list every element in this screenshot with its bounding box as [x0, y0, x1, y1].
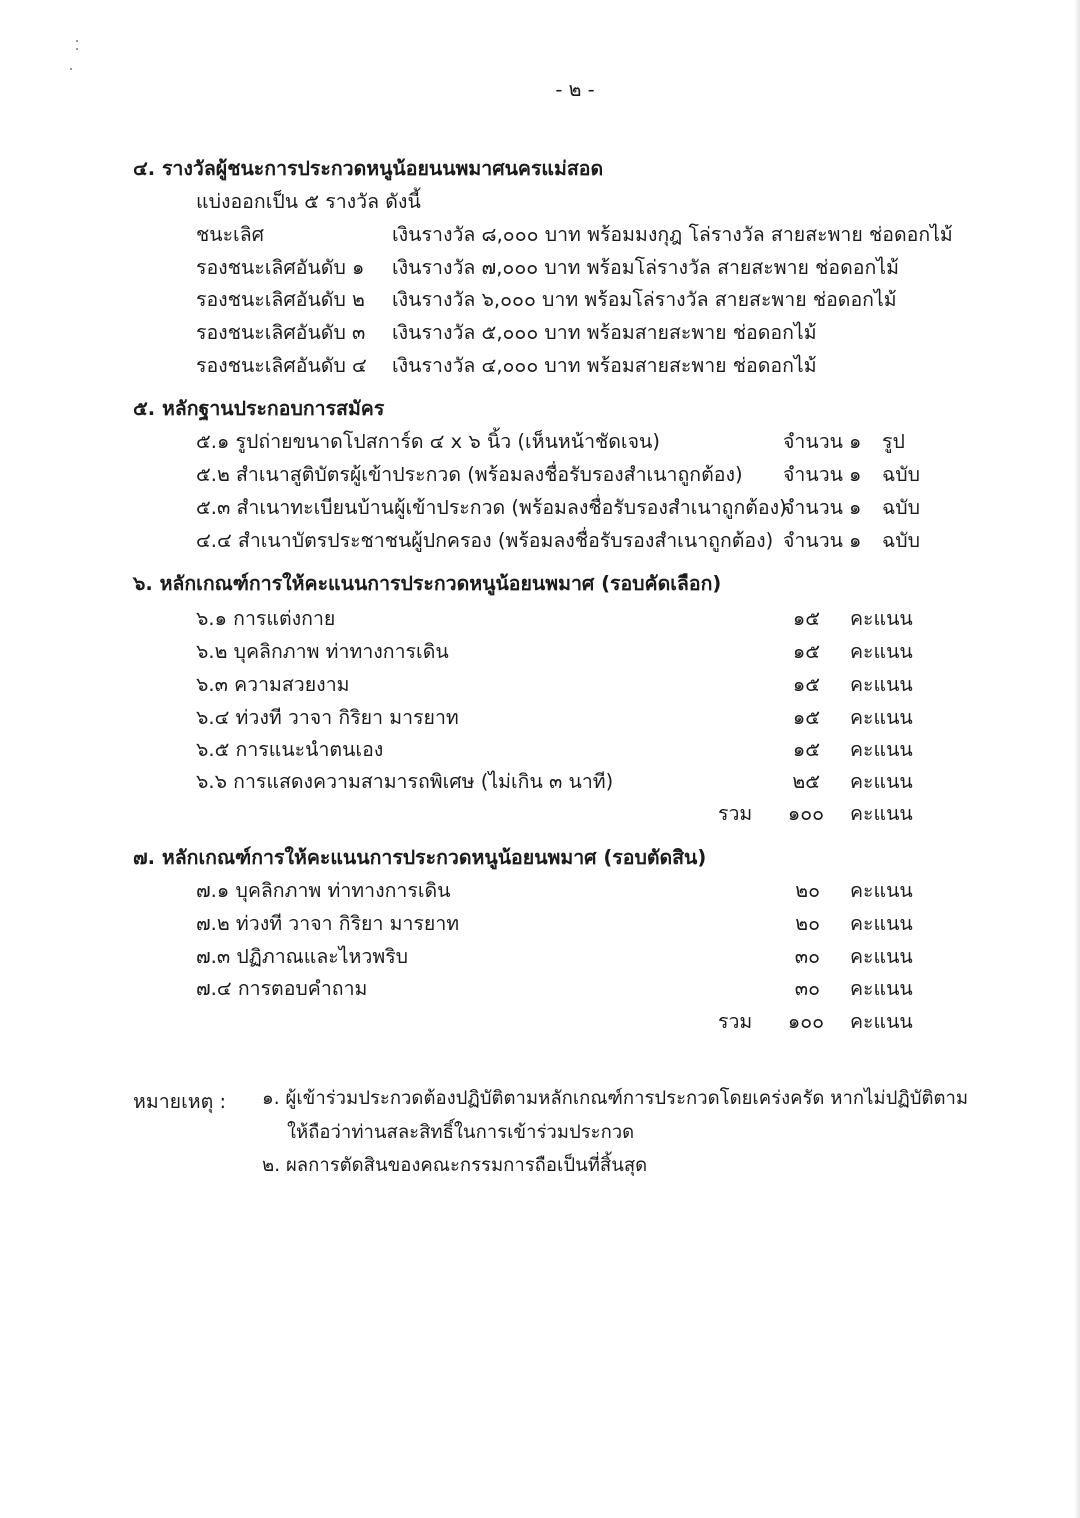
- section6-total: ๑๐๐: [787, 802, 824, 825]
- criterion-score: ๑๕: [792, 640, 820, 663]
- criterion-unit: คะแนน: [850, 640, 913, 663]
- criterion-item: ๖.๕ การแนะนำตนเอง: [196, 738, 384, 761]
- criterion-score: ๑๕: [792, 706, 820, 729]
- scan-specks: [70, 36, 82, 76]
- criterion-item: ๖.๒ บุคลิกภาพ ท่าทางการเดิน: [196, 640, 449, 663]
- criterion-unit: คะแนน: [850, 770, 913, 793]
- criterion-unit: คะแนน: [850, 673, 913, 696]
- document-quantity-label: จำนวน: [783, 430, 843, 453]
- document-item: ๔.๔ สำเนาบัตรประชาชนผู้ปกครอง (พร้อมลงชื่อรับรองสำเนาถูกต้อง): [196, 529, 774, 552]
- criterion-unit: คะแนน: [850, 706, 913, 729]
- section7-total: ๑๐๐: [787, 1010, 824, 1033]
- criterion-item: ๗.๔ การตอบคำถาม: [196, 977, 368, 1000]
- scan-speck: [70, 68, 72, 70]
- prize-rank: รองชนะเลิศอันดับ ๓: [196, 321, 366, 344]
- document-quantity-label: จำนวน: [783, 529, 843, 552]
- criterion-unit: คะแนน: [850, 738, 913, 761]
- document-unit: ฉบับ: [882, 529, 921, 552]
- document-quantity-label: จำนวน: [783, 463, 843, 486]
- section4-heading: ๔. รางวัลผู้ชนะการประกวดหนูน้อยนนพมาศนครแม่สอด: [133, 157, 604, 180]
- criterion-score: ๑๕: [792, 673, 820, 696]
- criterion-item: ๗.๑ บุคลิกภาพ ท่าทางการเดิน: [196, 879, 451, 902]
- scan-speck: [76, 40, 78, 42]
- remark-note-2: ๒. ผลการตัดสินของคณะกรรมการถือเป็นที่สิ้นสุด: [262, 1155, 648, 1176]
- criterion-unit: คะแนน: [850, 879, 913, 902]
- criterion-unit: คะแนน: [850, 607, 913, 630]
- prize-rank: รองชนะเลิศอันดับ ๔: [196, 354, 367, 377]
- criterion-item: ๗.๒ ท่วงที วาจา กิริยา มารยาท: [196, 912, 460, 935]
- section6-total-unit: คะแนน: [850, 802, 913, 825]
- scan-speck: [76, 48, 78, 50]
- criterion-item: ๖.๖ การแสดงความสามารถพิเศษ (ไม่เกิน ๓ นาที): [196, 770, 614, 793]
- section6-total-label: รวม: [718, 802, 753, 825]
- document-item: ๕.๑ รูปถ่ายขนาดโปสการ์ด ๔ x ๖ นิ้ว (เห็นหน้าชัดเจน): [196, 430, 660, 453]
- criterion-item: ๖.๔ ท่วงที วาจา กิริยา มารยาท: [196, 706, 459, 729]
- page-number: - ๒ -: [555, 78, 595, 101]
- criterion-score: ๓๐: [794, 977, 820, 1000]
- document-unit: รูป: [882, 430, 905, 453]
- document-quantity: ๑: [849, 430, 862, 453]
- section5-heading: ๕. หลักฐานประกอบการสมัคร: [133, 397, 385, 420]
- document-unit: ฉบับ: [882, 463, 921, 486]
- prize-detail: เงินรางวัล ๕,๐๐๐ บาท พร้อมสายสะพาย ช่อดอกไม้: [392, 321, 817, 344]
- prize-rank: ชนะเลิศ: [196, 223, 265, 246]
- criterion-item: ๖.๑ การแต่งกาย: [196, 607, 336, 630]
- criterion-unit: คะแนน: [850, 977, 913, 1000]
- document-quantity: ๑: [849, 463, 862, 486]
- criterion-score: ๑๕: [792, 607, 820, 630]
- prize-detail: เงินรางวัล ๖,๐๐๐ บาท พร้อมโล่รางวัล สายสะพาย ช่อดอกไม้: [392, 288, 897, 311]
- document-item: ๕.๒ สำเนาสูติบัตรผู้เข้าประกวด (พร้อมลงชื่อรับรองสำเนาถูกต้อง): [196, 463, 743, 486]
- document-quantity: ๑: [849, 529, 862, 552]
- remark-note-1: ๑. ผู้เข้าร่วมประกวดต้องปฏิบัติตามหลักเกณฑ์การประกวดโดยเคร่งครัด หากไม่ปฏิบัติตาม: [262, 1088, 969, 1109]
- criterion-item: ๗.๓ ปฏิภาณและไหวพริบ: [196, 945, 409, 968]
- criterion-score: ๒๕: [792, 770, 820, 793]
- section7-total-label: รวม: [718, 1010, 753, 1033]
- remark-note-1-continued: ให้ถือว่าท่านสละสิทธิ์ในการเข้าร่วมประกวด: [287, 1122, 635, 1143]
- criterion-score: ๑๕: [792, 738, 820, 761]
- criterion-item: ๖.๓ ความสวยงาม: [196, 673, 350, 696]
- prize-rank: รองชนะเลิศอันดับ ๒: [196, 288, 365, 311]
- section4-intro: แบ่งออกเป็น ๕ รางวัล ดังนี้: [196, 190, 421, 213]
- document-item: ๕.๓ สำเนาทะเบียนบ้านผู้เข้าประกวด (พร้อมลงชื่อรับรองสำเนาถูกต้อง): [196, 496, 787, 519]
- criterion-unit: คะแนน: [850, 945, 913, 968]
- prize-rank: รองชนะเลิศอันดับ ๑: [196, 256, 365, 279]
- prize-detail: เงินรางวัล ๔,๐๐๐ บาท พร้อมสายสะพาย ช่อดอกไม้: [392, 354, 817, 377]
- criterion-score: ๓๐: [794, 945, 820, 968]
- document-quantity: ๑: [849, 496, 862, 519]
- page-edge-shadow: [1074, 0, 1080, 1518]
- section6-heading: ๖. หลักเกณฑ์การให้คะแนนการประกวดหนูน้อยนพมาศ (รอบคัดเลือก): [133, 572, 722, 595]
- section7-total-unit: คะแนน: [850, 1010, 913, 1033]
- section7-heading: ๗. หลักเกณฑ์การให้คะแนนการประกวดหนูน้อยนพมาศ (รอบตัดสิน): [133, 846, 707, 869]
- criterion-score: ๒๐: [795, 879, 820, 902]
- prize-detail: เงินรางวัล ๘,๐๐๐ บาท พร้อมมงกุฎ โล่รางวัล สายสะพาย ช่อดอกไม้: [392, 223, 953, 246]
- prize-detail: เงินรางวัล ๗,๐๐๐ บาท พร้อมโล่รางวัล สายสะพาย ช่อดอกไม้: [392, 256, 899, 279]
- remarks-label: หมายเหตุ :: [133, 1090, 227, 1113]
- criterion-unit: คะแนน: [850, 912, 913, 935]
- criterion-score: ๒๐: [795, 912, 820, 935]
- document-quantity-label: จำนวน: [783, 496, 843, 519]
- document-unit: ฉบับ: [882, 496, 921, 519]
